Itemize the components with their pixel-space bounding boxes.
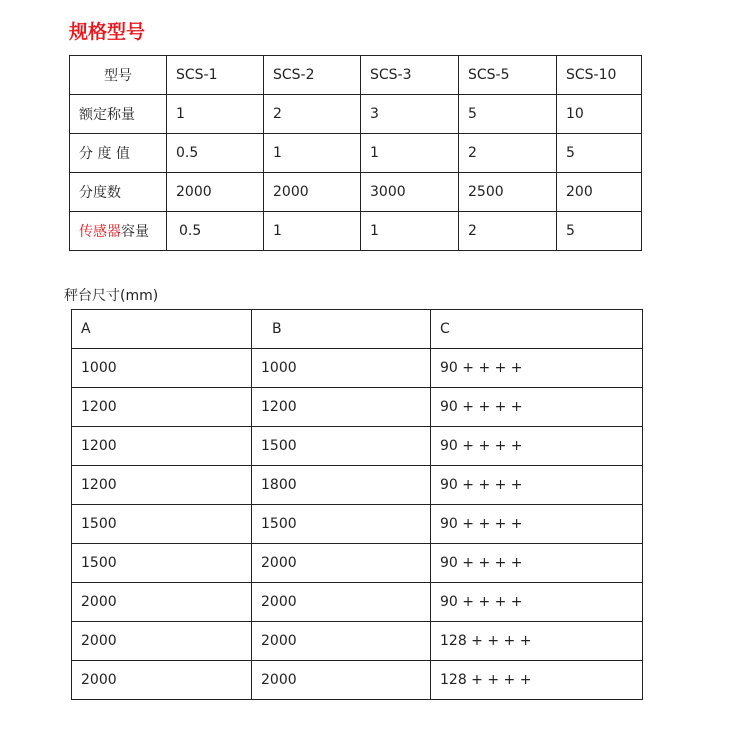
table-row [72, 505, 643, 544]
table-cell: 128 + + + + [431, 661, 643, 700]
table-cell: 2000 [72, 622, 252, 661]
spec-header-row [70, 56, 642, 95]
spec-cell: 0.5 [167, 212, 264, 251]
sensor-label-highlight: 传感器 [79, 224, 121, 240]
spec-cell: 1 [361, 134, 459, 173]
spec-header-cell: SCS-5 [459, 56, 557, 95]
table-row [72, 583, 643, 622]
spec-cell: 10 [557, 95, 642, 134]
table-cell: 2000 [252, 661, 431, 700]
table-cell: 2000 [252, 583, 431, 622]
table-cell: 90 + + + + [431, 388, 643, 427]
table-cell: 1500 [72, 544, 252, 583]
table-row [72, 466, 643, 505]
page-title: 规格型号 [69, 21, 146, 43]
platform-size-label: 秤台尺寸(mm) [64, 288, 159, 304]
table-cell: 90 + + + + [431, 505, 643, 544]
size-header-cell: B [252, 310, 431, 349]
spec-row-label: 额定称量 [70, 95, 167, 134]
spec-cell: 5 [557, 212, 642, 251]
sensor-label-rest: 容量 [121, 224, 149, 240]
spec-cell: 5 [557, 134, 642, 173]
platform-size-table [71, 309, 643, 700]
table-cell: 1200 [252, 388, 431, 427]
table-cell: 1500 [252, 505, 431, 544]
size-header-cell: A [72, 310, 252, 349]
spec-row-label: 分度数 [70, 173, 167, 212]
spec-header-cell: SCS-1 [167, 56, 264, 95]
spec-cell: 5 [459, 95, 557, 134]
size-header-row [72, 310, 643, 349]
table-cell: 90 + + + + [431, 544, 643, 583]
spec-cell: 2000 [264, 173, 361, 212]
spec-row-division-count [70, 173, 642, 212]
table-row [72, 388, 643, 427]
size-header-cell: C [431, 310, 643, 349]
table-cell: 1500 [72, 505, 252, 544]
spec-header-cell: SCS-10 [557, 56, 642, 95]
spec-row-label: 分 度 值 [70, 134, 167, 173]
table-cell: 2000 [252, 544, 431, 583]
spec-cell: 2500 [459, 173, 557, 212]
spec-cell: 200 [557, 173, 642, 212]
table-cell: 1200 [72, 427, 252, 466]
table-row [72, 661, 643, 700]
table-cell: 128 + + + + [431, 622, 643, 661]
table-cell: 1800 [252, 466, 431, 505]
spec-header-cell: 型号 [70, 56, 167, 95]
table-row [72, 427, 643, 466]
table-cell: 1200 [72, 388, 252, 427]
table-cell: 90 + + + + [431, 466, 643, 505]
spec-header-cell: SCS-3 [361, 56, 459, 95]
table-cell: 1000 [72, 349, 252, 388]
spec-row-label [70, 212, 167, 251]
table-cell: 1000 [252, 349, 431, 388]
table-cell: 2000 [252, 622, 431, 661]
spec-cell: 2 [459, 134, 557, 173]
spec-row-sensor-capacity [70, 212, 642, 251]
spec-header-cell: SCS-2 [264, 56, 361, 95]
spec-cell: 2 [459, 212, 557, 251]
table-cell: 1200 [72, 466, 252, 505]
table-cell: 1500 [252, 427, 431, 466]
table-row [72, 622, 643, 661]
spec-cell: 2000 [167, 173, 264, 212]
spec-cell: 0.5 [167, 134, 264, 173]
table-cell: 90 + + + + [431, 427, 643, 466]
spec-row-rated-capacity [70, 95, 642, 134]
spec-cell: 2 [264, 95, 361, 134]
table-row [72, 544, 643, 583]
table-row [72, 349, 643, 388]
spec-cell: 3000 [361, 173, 459, 212]
table-cell: 2000 [72, 583, 252, 622]
spec-cell: 1 [167, 95, 264, 134]
spec-cell: 1 [361, 212, 459, 251]
spec-cell: 1 [264, 212, 361, 251]
spec-cell: 1 [264, 134, 361, 173]
table-cell: 2000 [72, 661, 252, 700]
spec-table [69, 55, 642, 251]
table-cell: 90 + + + + [431, 583, 643, 622]
table-cell: 90 + + + + [431, 349, 643, 388]
spec-cell: 3 [361, 95, 459, 134]
spec-row-division-value [70, 134, 642, 173]
